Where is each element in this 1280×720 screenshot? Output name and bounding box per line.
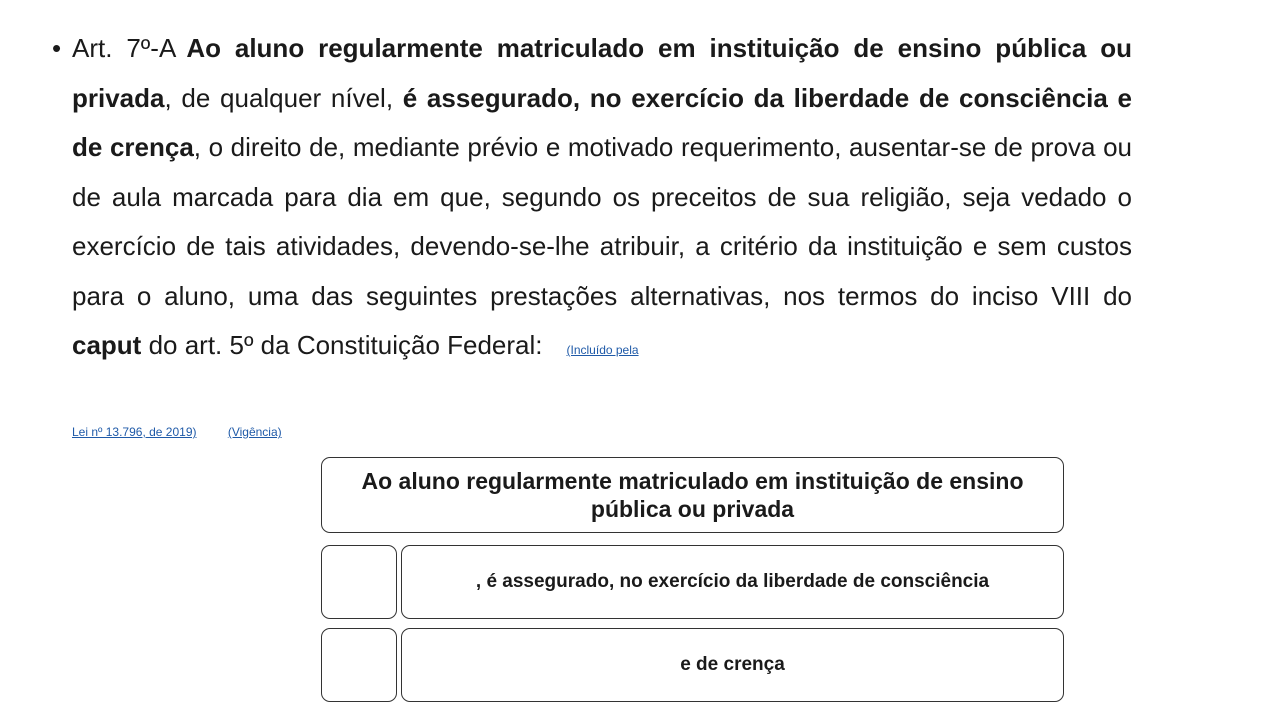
bold-guarantee: é assegurado, no exercício da liberdade de consciência e de crença xyxy=(72,82,1132,162)
diagram-row-box-2: e de crença xyxy=(401,628,1064,702)
diagram-main-box: Ao aluno regularmente matriculado em instituição de ensino pública ou privada xyxy=(321,457,1064,533)
diagram-empty-box-2 xyxy=(321,628,397,702)
included-law-link-end[interactable]: Lei nº 13.796, de 2019) xyxy=(72,425,197,439)
text-segment-3: do art. 5º da Constituição Federal: xyxy=(141,330,543,360)
text-segment-1: , de qualquer nível, xyxy=(164,82,403,113)
vigencia-link[interactable]: (Vigência) xyxy=(227,425,282,439)
bold-subject: Ao aluno regularmente matriculado em instituição de ensino pública ou privada xyxy=(72,33,1132,113)
text-segment-2: , o direito de, mediante prévio e motivado requerimento, ausentar-se de prova ou de aula marcada para dia em que, segundo os preceitos de sua religião, seja vedado o exercício de tais atividades, devendo-se-lhe atribuir, a critério da instituição e sem custos para o aluno, uma das seguintes prestações alternativas, nos termos do inciso VIII do xyxy=(72,132,1133,311)
included-law-link-start[interactable]: (Incluído pela xyxy=(566,343,639,357)
article-body xyxy=(72,24,1132,376)
diagram-empty-box-1 xyxy=(321,545,397,619)
bold-caput: caput xyxy=(72,330,142,360)
article-number: Art. 7º-A xyxy=(72,33,177,63)
law-reference-line xyxy=(72,425,310,439)
article-paragraph xyxy=(52,24,1132,376)
diagram-row-box-1: , é assegurado, no exercício da liberdade de consciência xyxy=(401,545,1064,619)
bullet-marker: • xyxy=(52,33,62,63)
